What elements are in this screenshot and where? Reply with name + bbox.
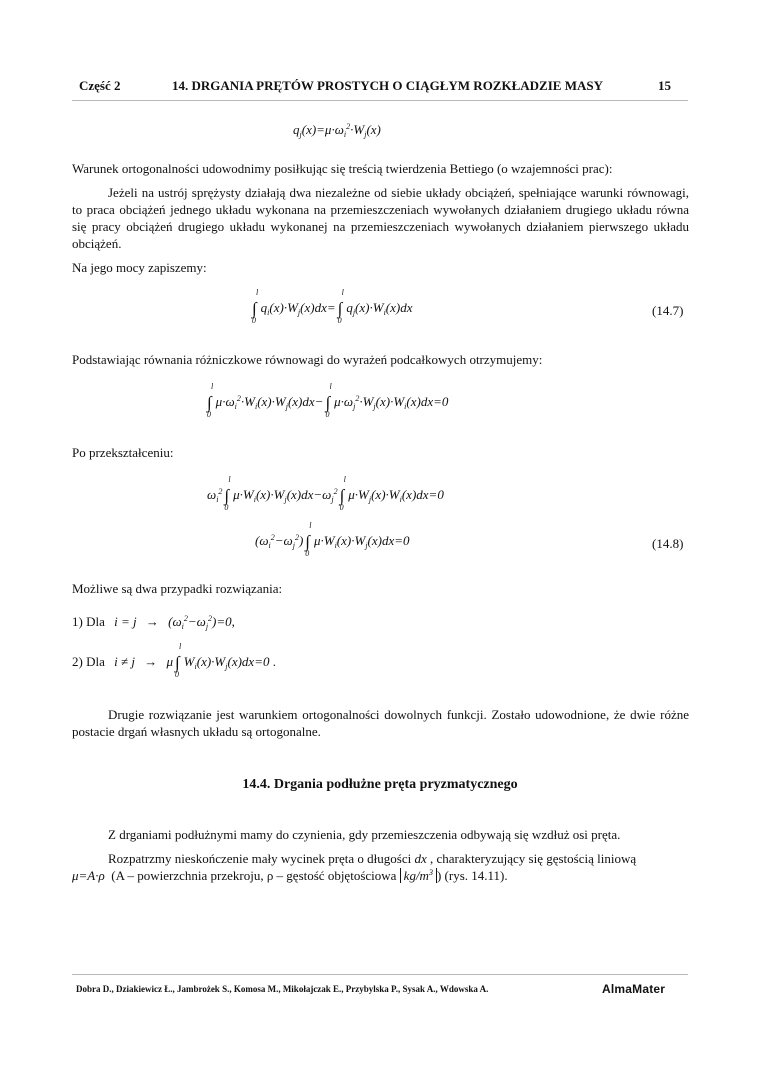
- equation-number-14-7: (14.7): [652, 303, 684, 318]
- equation-14-8: $(\omega_i^2-\omega_j^2)$ ∫ l 0 $\mu\cdot W_i(x)\cdot W_j(x)dx=0$: [255, 521, 410, 558]
- footer-brand-logo: AlmaMater: [602, 982, 666, 996]
- area-text: (A – powierzchnia przekroju, ρ – gęstość objętościowa: [111, 868, 397, 883]
- paragraph-based-on: Na jego mocy zapiszemy:: [72, 260, 207, 275]
- case-2: 2) Dla i ≠ j → μ ∫ l 0 $W_i(x)\cdot W_j(x)dx=0$ .: [72, 642, 276, 679]
- header-part: Część 2: [79, 78, 121, 93]
- case-1: 1) Dla $i = j \to (\omega_i^2-\omega_j^2)=0$,: [72, 614, 235, 631]
- equation-substituted: ∫ l 0 $\mu\cdot\omega_i^2\cdot W_i(x)\cdot W_j(x)dx-$ ∫ l 0 $\mu\cdot\omega_j^2\cdot W_j(x)\cdot W_i(x)dx=0$: [207, 382, 449, 419]
- equation-number-14-8: (14.8): [652, 536, 684, 551]
- equation-transformed: $\omega_i^2$ ∫ l 0 $\mu\cdot W_i(x)\cdot W_j(x)dx-\omega_j^2$ ∫ l 0 $\mu\cdot W_j(x)\cdot W_i(x)dx=0$: [207, 475, 444, 512]
- paragraph-consider: Rozpatrzmy nieskończenie mały wycinek pręta o długości dx , charakteryzujący się gęstością liniową: [108, 851, 637, 866]
- paragraph-conclusion: Drugie rozwiązanie jest warunkiem ortogonalności dowolnych funkcji. Zostało udowodnione, że dwie różne postacie drgań własnych układu są ortogonalne.: [72, 707, 689, 739]
- paragraph-orthogonality-intro: Warunek ortogonalności udowodnimy posiłkując się treścią twierdzenia Bettiego (o wzajemności prac):: [72, 161, 613, 176]
- case-2-label: 2) Dla: [72, 654, 105, 669]
- paragraph-longitudinal: Z drganiami podłużnymi mamy do czynienia, gdy przemieszczenia odbywają się wzdłuż osi pręta.: [108, 827, 621, 842]
- paragraph-after-transform: Po przekształceniu:: [72, 445, 174, 460]
- footer-authors: Dobra D., Dziakiewicz Ł., Jambrożek S., Komosa M., Mikołajczak E., Przybylska P., Sysak A., Wdowska A.: [76, 984, 489, 994]
- paragraph-betti-theorem: Jeżeli na ustrój sprężysty działają dwa niezależne od siebie układy obciążeń, spełniające warunki równowagi, to praca obciążeń jednego układu wykonana na przemieszczeniach wywołanych działaniem drugiego układu równa się pracy obciążeń drugiego układu wykonanej na przemieszczeniach wywołanych działaniem pierwszego układu obciążeń.: [72, 185, 689, 251]
- footer-rule: [72, 974, 688, 975]
- paragraph-cases: Możliwe są dwa przypadki rozwiązania:: [72, 581, 283, 596]
- formula-qj: $q_j(x)=\mu\cdot\omega_i^2\cdot W_j(x)$: [293, 122, 381, 139]
- header-page-number: 15: [658, 78, 671, 93]
- case-1-label: 1) Dla: [72, 614, 105, 629]
- header-rule: [72, 100, 688, 101]
- header-chapter-title: 14. DRGANIA PRĘTÓW PROSTYCH O CIĄGŁYM ROZKŁADZIE MASY: [172, 78, 603, 93]
- figure-reference: ) (rys. 14.11).: [436, 868, 508, 883]
- equation-14-7: ∫ l 0 $q_i(x)\cdot W_j(x)dx=$ ∫ l 0 $q_j(x)\cdot W_i(x)dx$: [252, 288, 413, 325]
- paragraph-substitute: Podstawiając równania różniczkowe równowagi do wyrażeń podcałkowych otrzymujemy:: [72, 352, 543, 367]
- consider-text-a: Rozpatrzmy nieskończenie mały wycinek pręta o długości: [108, 851, 412, 866]
- paragraph-density-line: μ=A·ρ (A – powierzchnia przekroju, ρ – gęstość objętościowa $kg/m^3$ ) (rys. 14.11).: [72, 868, 508, 883]
- section-title: 14.4. Drgania podłużne pręta pryzmatycznego: [242, 777, 518, 792]
- consider-text-b: , charakteryzujący się gęstością liniową: [430, 851, 637, 866]
